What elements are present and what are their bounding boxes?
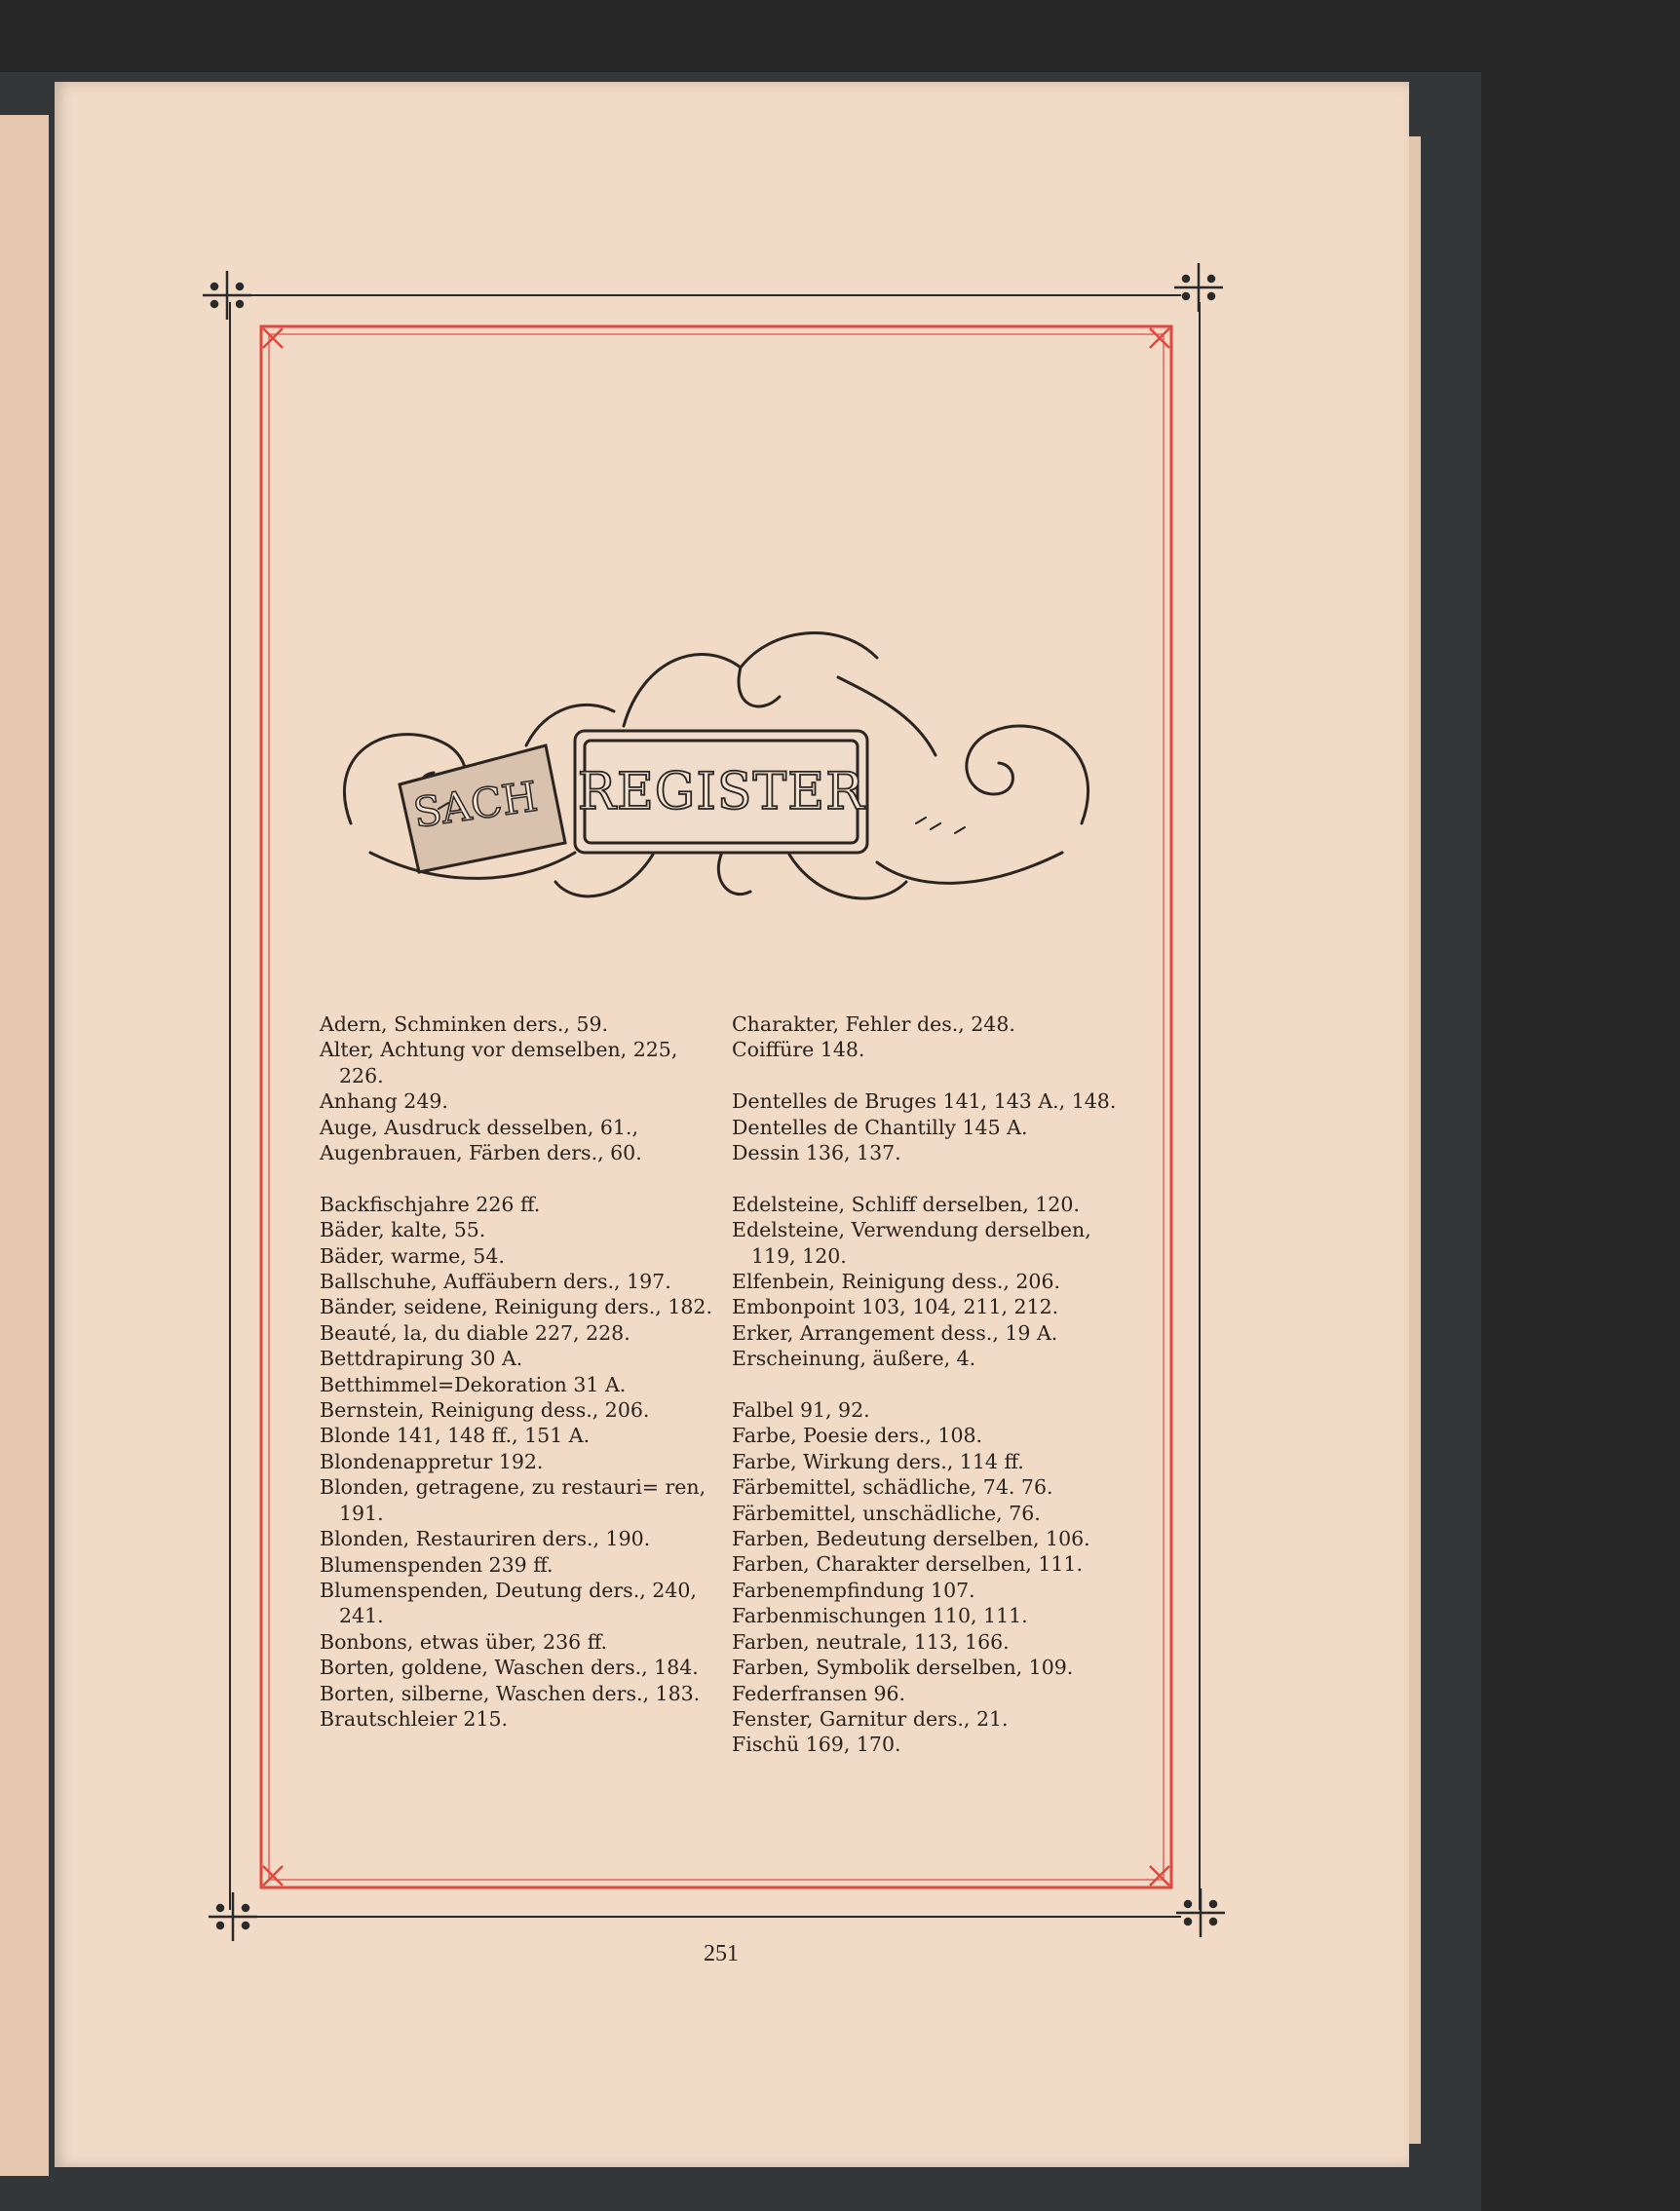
index-entry: Farbenmischungen 110, 111. <box>732 1604 1028 1628</box>
index-entry: Farben, Bedeutung derselben, 106. <box>732 1527 1090 1551</box>
index-entry: Borten, goldene, Waschen ders., 184. <box>320 1656 699 1680</box>
index-column-left <box>320 1011 727 1732</box>
index-entry: Blumenspenden 239 ff. <box>320 1552 554 1577</box>
corner-cross-ornament-tr <box>1174 263 1223 312</box>
index-entry: Backfischjahre 226 ff. <box>320 1192 541 1216</box>
index-entry: Färbemittel, unschädliche, 76. <box>732 1501 1041 1525</box>
index-entry: Beauté, la, du diable 227, 228. <box>320 1320 630 1345</box>
index-entry: Blonde 141, 148 ff., 151 A. <box>320 1424 591 1448</box>
index-entry: Bäder, kalte, 55. <box>320 1218 486 1242</box>
index-entry: Fenster, Garnitur ders., 21. <box>732 1706 1009 1731</box>
index-entry: Bonbons, etwas über, 236 ff. <box>320 1629 608 1654</box>
index-entry: Ballschuhe, Auffäubern ders., 197. <box>320 1270 671 1294</box>
index-entry: Adern, Schminken ders., 59. <box>320 1012 609 1036</box>
index-entry: Farbenempfindung 107. <box>732 1578 975 1602</box>
corner-cross-ornament-bl <box>209 1892 257 1941</box>
index-entry: Färbemittel, schädliche, 74. 76. <box>732 1475 1053 1500</box>
index-entry: Bäder, warme, 54. <box>320 1243 505 1268</box>
index-entry: Farben, neutrale, 113, 166. <box>732 1629 1010 1654</box>
index-entry: Dessin 136, 137. <box>732 1141 901 1165</box>
index-entry: Anhang 249. <box>320 1089 448 1114</box>
index-entry: Elfenbein, Reinigung dess., 206. <box>732 1270 1061 1294</box>
index-entry: Bettdrapirung 30 A. <box>320 1347 523 1371</box>
index-entry: Edelsteine, Schliff derselben, 120. <box>732 1192 1080 1216</box>
banner-left-word: SACH <box>410 772 541 837</box>
index-entry: Bernstein, Reinigung dess., 206. <box>320 1398 650 1423</box>
index-entry: Erscheinung, äußere, 4. <box>732 1347 976 1371</box>
corner-cross-ornament-tl <box>203 271 251 320</box>
letter-group-gap <box>732 1372 1139 1397</box>
index-entry: Falbel 91, 92. <box>732 1398 870 1423</box>
letter-group-gap <box>320 1165 727 1191</box>
banner-right-word: REGISTER <box>577 763 865 821</box>
index-entry: Farbe, Poesie ders., 108. <box>732 1424 983 1448</box>
index-entry: Coiffüre 148. <box>732 1038 865 1062</box>
index-entry: Farben, Symbolik derselben, 109. <box>732 1656 1074 1680</box>
index-entry: Borten, silberne, Waschen ders., 183. <box>320 1681 701 1705</box>
index-entry: Charakter, Fehler des., 248. <box>732 1012 1015 1036</box>
index-entry: Auge, Ausdruck desselben, 61., <box>320 1115 638 1139</box>
index-column-right <box>732 1011 1139 1758</box>
index-entry: Dentelles de Chantilly 145 A. <box>732 1115 1028 1139</box>
corner-cross-ornament-br <box>1176 1888 1225 1937</box>
index-entry: Farben, Charakter derselben, 111. <box>732 1552 1083 1577</box>
index-entry: Augenbrauen, Färben ders., 60. <box>320 1141 642 1165</box>
index-entry: Betthimmel=Dekoration 31 A. <box>320 1372 627 1396</box>
index-entry: Blonden, getragene, zu restauri= ren, 191. <box>320 1475 706 1525</box>
index-entry: Alter, Achtung vor demselben, 225, 226. <box>320 1038 678 1087</box>
index-entry: Blondenappretur 192. <box>320 1449 544 1473</box>
index-entry: Brautschleier 215. <box>320 1706 509 1731</box>
index-entry: Federfransen 96. <box>732 1681 906 1705</box>
page-number: 251 <box>704 1941 739 1966</box>
index-entry: Embonpoint 103, 104, 211, 212. <box>732 1295 1059 1319</box>
sach-register-banner <box>331 599 1101 921</box>
index-entry: Bänder, seidene, Reinigung ders., 182. <box>320 1295 712 1319</box>
index-entry: Dentelles de Bruges 141, 143 A., 148. <box>732 1089 1117 1114</box>
letter-group-gap <box>732 1165 1139 1191</box>
index-entry: Blumenspenden, Deutung ders., 240, 241. <box>320 1578 697 1628</box>
index-entry: Blonden, Restauriren ders., 190. <box>320 1527 651 1551</box>
letter-group-gap <box>732 1063 1139 1088</box>
index-entry: Fischü 169, 170. <box>732 1733 901 1757</box>
index-entry: Farbe, Wirkung ders., 114 ff. <box>732 1449 1024 1473</box>
index-entry: Erker, Arrangement dess., 19 A. <box>732 1320 1058 1345</box>
index-entry: Edelsteine, Verwendung derselben, 119, 120. <box>732 1218 1091 1268</box>
